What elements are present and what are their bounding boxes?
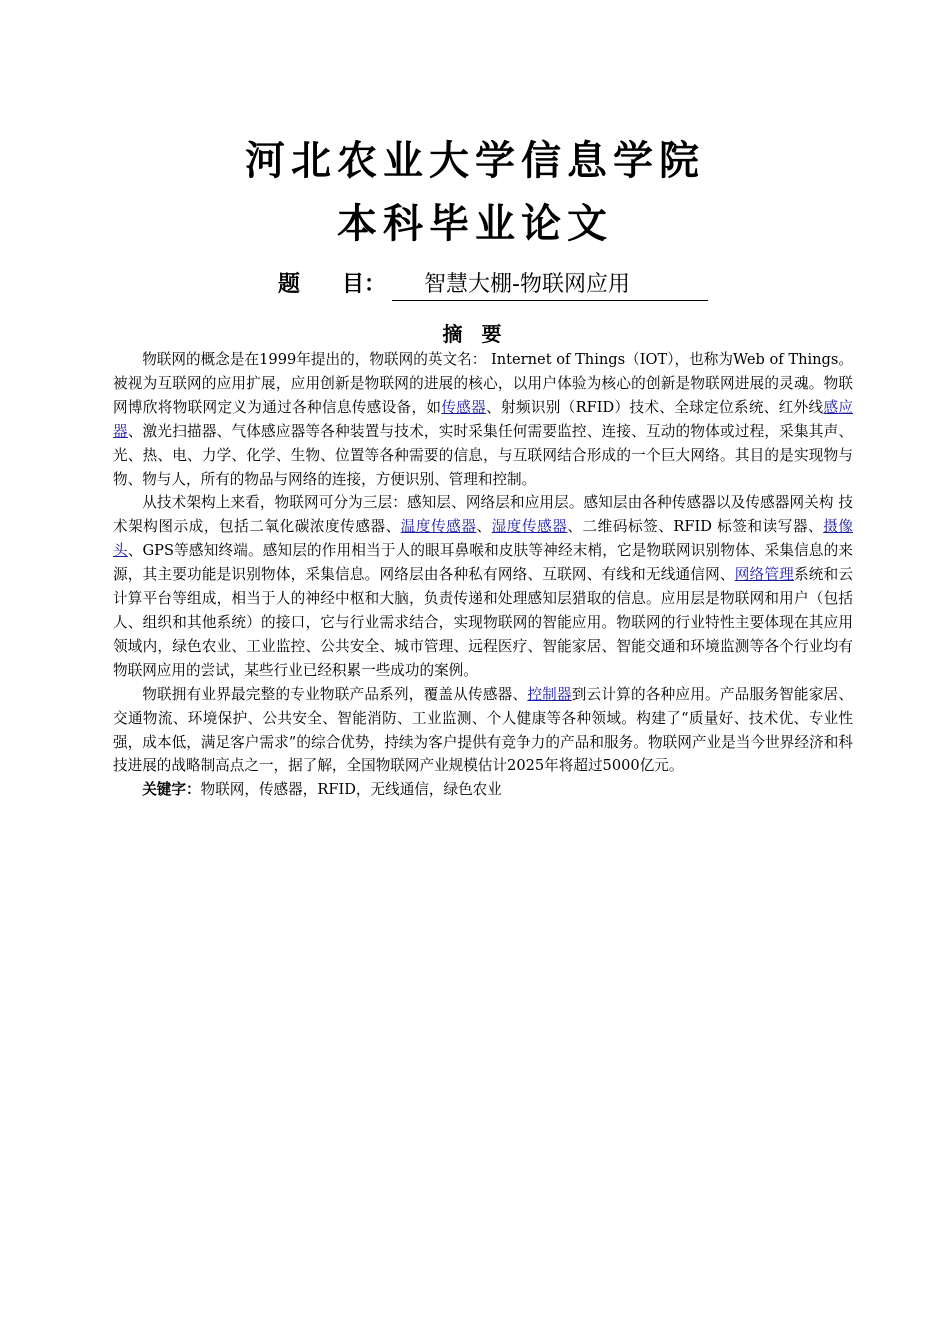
abstract-paragraph-1 (113, 348, 853, 491)
abstract-heading: 摘 要 (442, 322, 508, 346)
abstract-body (113, 348, 853, 802)
topic-label-char2: 目： (342, 272, 387, 297)
link-inductor[interactable]: 感应器 (113, 398, 853, 440)
link-humidity-sensor[interactable]: 湿度传感器 (491, 518, 568, 536)
keywords-line (113, 778, 853, 802)
topic-line (278, 270, 738, 302)
thesis-type-title: 本科毕业论文 (337, 201, 613, 247)
link-network-management[interactable]: 网络管理 (734, 566, 794, 584)
link-controller[interactable]: 控制器 (527, 685, 572, 703)
link-temperature-sensor[interactable]: 温度传感器 (400, 518, 477, 536)
text-span: 系统和云计算平台等组成，相当于人的神经中枢和大脑，负责传递和处理感知层猎取的信息。应用层是物联网和用户（包括人、组织和其他系统）的接口，它与行业需求结合，实现物联网的智能应用。物联网的行业特性主要体现在其应用领域内，绿色农业、工业监控、公共安全、城市管理、远程医疗、智能家居、智能交通和环境监测等各个行业均有物联网应用的尝试，某些行业已经积累一些成功的案例。 (113, 566, 853, 679)
text-span: 到云计算的各种应用。产品服务智能家居、交通物流、环境保护、公共安全、智能消防、工业监测、个人健康等各种领域。构建了“质量好、技术优、专业性强，成本低，满足客户需求”的综合优势，持续为客户提供有竞争力的产品和服务。物联网产业是当今世界经济和科技进展的战略制高点之一，据了解，全国物联网产业规模估计2025年将超过5000亿元。 (113, 685, 853, 775)
link-camera[interactable]: 摄像头 (113, 518, 853, 560)
keywords-value: 物联网，传感器，RFID，无线通信，绿色农业 (200, 781, 502, 799)
text-span: 、激光扫描器、气体感应器等各种装置与技术，实时采集任何需要监控、连接、互动的物体或过程，采集其声、光、热、电、力学、化学、生物、位置等各种需要的信息，与互联网结合形成的一个巨大网络。其目的是实现物与物、物与人，所有的物品与网络的连接，方便识别、管理和控制。 (113, 422, 853, 488)
text-span: 物联拥有业界最完整的专业物联产品系列，覆盖从传感器、 (142, 685, 528, 703)
text-span: 、 (476, 518, 492, 536)
text-span: 从技术架构上来看，物联网可分为三层：感知层、网络层和应用层。感知层由各种传感器以及传感器网关构 技术架构图示成，包括二氧化碳浓度传感器、 (113, 494, 853, 536)
abstract-paragraph-2 (113, 491, 853, 682)
topic-value: 智慧大棚-物联网应用 (392, 270, 708, 301)
topic-label-char1: 题 (278, 272, 301, 297)
link-sensor[interactable]: 传感器 (441, 398, 487, 416)
keywords-label: 关键字： (142, 781, 201, 799)
abstract-paragraph-3 (113, 683, 853, 779)
text-span: 物联网的概念是在1999年提出的，物联网的英文名： Internet of Things（IOT），也称为Web of Things。被视为互联网的应用扩展，应用创新是物联网的进展的核心，以用户体验为核心的创新是物联网进展的灵魂。物联网博欣将物联网定义为通过各种信息传感设备，如 (113, 351, 853, 416)
text-span: 、射频识别（RFID）技术、全球定位系统、红外线 (486, 398, 824, 416)
topic-label (278, 270, 388, 300)
text-span: 、GPS等感知终端。感知层的作用相当于人的眼耳鼻喉和皮肤等神经末梢，它是物联网识别物体、采集信息的来源，其主要功能是识别物体，采集信息。网络层由各种私有网络、互联网、有线和无线通信网、 (113, 542, 853, 584)
school-title: 河北农业大学信息学院 (245, 138, 705, 184)
text-span: 、二维码标签、RFID 标签和读写器、 (567, 518, 824, 536)
